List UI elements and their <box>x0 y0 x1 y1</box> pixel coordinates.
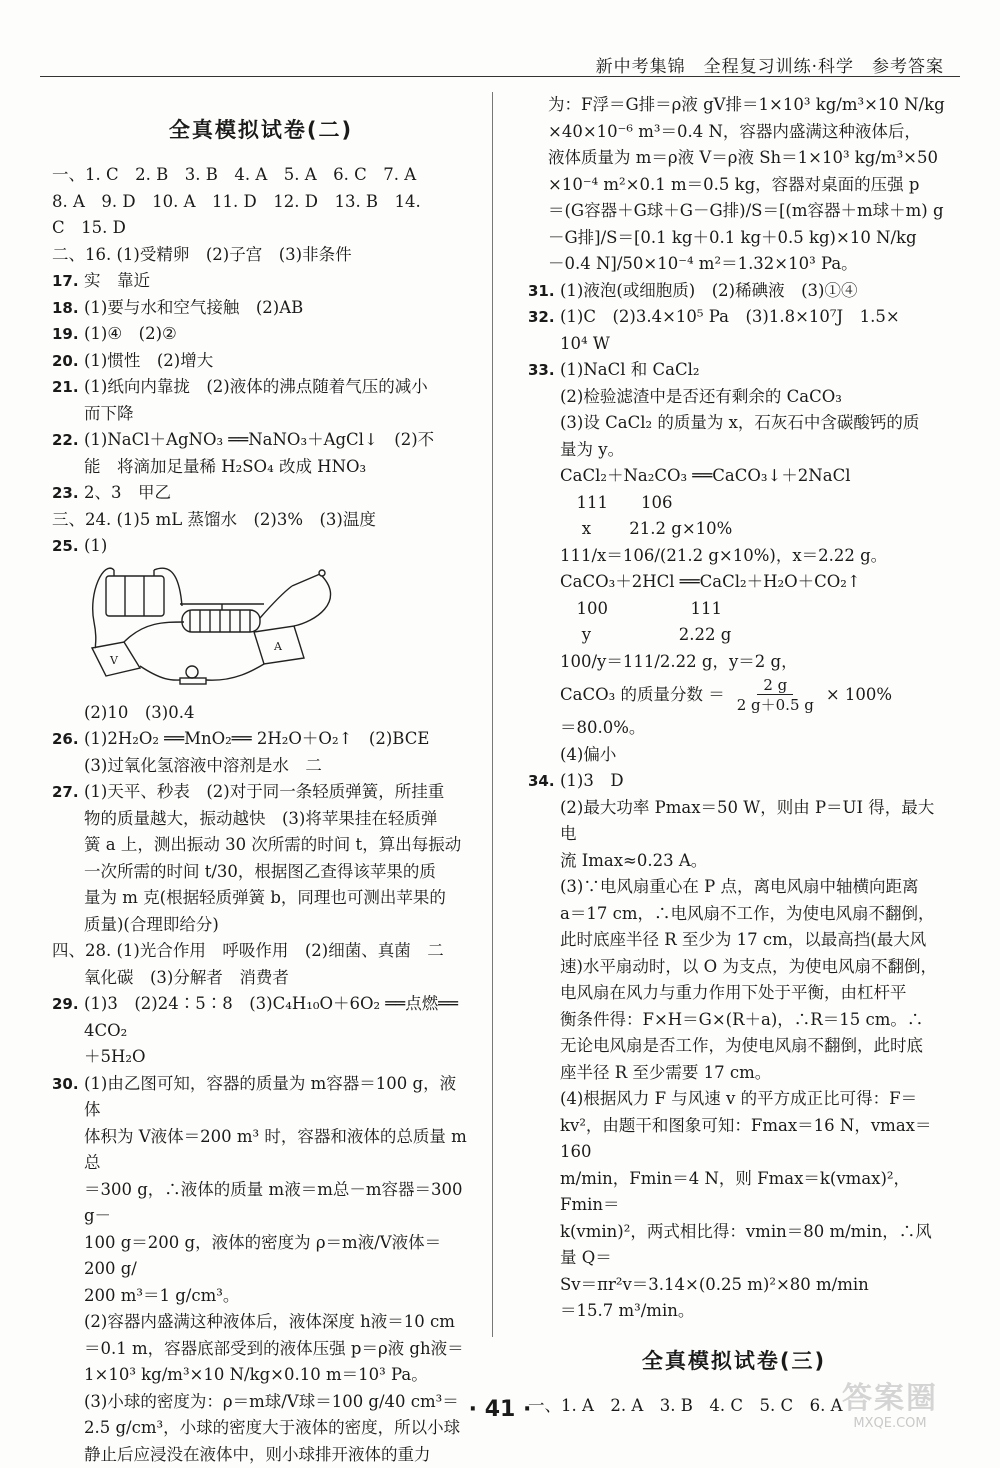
answer-line: C 15. D <box>52 215 470 242</box>
section-title-exam-3: 全真模拟试卷(三) <box>528 1345 940 1375</box>
question-21: 21. (1)纸向内靠拢 (2)液体的沸点随着气压的减小 而下降 <box>52 374 470 427</box>
question-29: 29. (1)3 (2)24∶5∶8 (3)C₄H₁₀O＋6O₂ ══点燃══ 4CO₂ ＋5H₂O <box>52 991 470 1071</box>
right-column <box>528 92 940 1419</box>
answer-line: 一、1. A 2. A 3. B 4. C 5. C 6. A <box>528 1393 940 1420</box>
page-number: · 41 · <box>0 1397 1000 1422</box>
bulb-icon <box>186 666 198 678</box>
svg-text:A: A <box>273 640 283 653</box>
mass-fraction-formula: CaCO₃ 的质量分数 ＝ $\frac{2 g}{2 g+0.5 g}$ × 100% <box>560 675 940 715</box>
running-header: 新中考集锦 全程复习训练·科学 参考答案 <box>40 52 960 77</box>
question-18: 18. (1)要与水和空气接触 (2)AB <box>52 295 470 322</box>
section-title-exam-2: 全真模拟试卷(二) <box>52 114 470 144</box>
switch-icon <box>292 574 320 586</box>
question-30-continued: 为：F浮＝G排＝ρ液 gV排＝1×10³ kg/m³×10 N/kg ×40×10⁻⁶ m³＝0.4 N，容器内盛满这种液体后， 液体质量为 m＝ρ液 V＝ρ液 Sh＝1×10³ kg/m³×50 ×10⁻⁴ m²×0.1 m＝0.5 kg，容器对桌面的压强 p ＝(G容器＋G球＋G－G排)/S＝[(m容器＋m球＋m) g －G排]/S＝[0.1 kg＋0.1 kg＋0.5 kg)×10 N/kg －0.4 N]/50×10⁻⁴ m²＝1.32×10³ Pa。 <box>528 92 940 278</box>
question-30: 30. (1)由乙图可知，容器的质量为 m容器＝100 g，液体 体积为 V液体＝200 m³ 时，容器和液体的总质量 m总 ＝300 g，∴液体的质量 m液＝m总－m容器＝300 g－ 100 g＝200 g，液体的密度为 ρ＝m液/V液体＝200 g/ 200 m³＝1 g/cm³。 (2)容器内盛满这种液体后，液体深度 h液＝10 cm ＝0.1 m，容器底部受到的液体压强 p＝ρ液 gh液＝ 1×10³ kg/m³×10 N/kg×0.10 m＝10³ Pa。 (3)小球的密度为：ρ＝m球/V球＝100 g/40 cm³＝ 2.5 g/cm³，小球的密度大于液体的密度，所以小球 静止后应浸没在液体中，则小球排开液体的重力 <box>52 1071 470 1468</box>
watermark-logo: 答案圈 MXQE.COM <box>800 1382 980 1438</box>
question-31: 31. (1)液泡(或细胞质) (2)稀碘液 (3)①④ <box>528 278 940 305</box>
answer-line: 8. A 9. D 10. A 11. D 12. D 13. B 14. <box>52 189 470 216</box>
question-25-result: (2)10 (3)0.4 <box>52 700 470 727</box>
question-28: 四、28. (1)光合作用 呼吸作用 (2)细菌、真菌 二 <box>52 938 470 965</box>
question-28-cont: 氧化碳 (3)分解者 消费者 <box>52 965 470 992</box>
battery-icon <box>106 576 164 616</box>
column-divider <box>492 92 493 1337</box>
rheostat-icon <box>182 610 260 632</box>
question-20: 20. (1)惯性 (2)增大 <box>52 348 470 375</box>
question-26: 26. (1)2H₂O₂ ══MnO₂══ 2H₂O＋O₂↑ (2)BCE (3)过氧化氢溶液中溶剂是水 二 <box>52 726 470 779</box>
left-column <box>52 92 470 1468</box>
answer-line: 一、1. C 2. B 3. B 4. A 5. A 6. C 7. A <box>52 162 470 189</box>
question-33: 33. (1)NaCl 和 CaCl₂ (2)检验滤渣中是否还有剩余的 CaCO₃ (3)设 CaCl₂ 的质量为 x，石灰石中含碳酸钙的质 量为 y。 CaCl₂＋Na₂CO₃ ══CaCO₃↓＋2NaCl 111 106 x 21.2 g×10% 111/x＝106/(21.2 g×10%)，x＝2.22 g。 CaCO₃＋2HCl ══CaCl₂＋H₂O＋CO₂↑ 100 111 y 2.22 g 100/y＝111/2.22 g，y＝2 g， CaCO₃ 的质量分数 ＝ $\frac{2 g}{2 g+0.5 g}$ × 100% ＝80.0%。 (4)偏小 <box>528 357 940 768</box>
question-32: 32. (1)C (2)3.4×10⁵ Pa (3)1.8×10⁷J 1.5× 10⁴ W <box>528 304 940 357</box>
question-25: 25. (1) <box>52 533 470 560</box>
question-34: 34. (1)3 D (2)最大功率 Pmax＝50 W，则由 P＝UI 得，最大电 流 Imax≈0.23 A。 (3)∵电风扇重心在 P 点，离电风扇中轴横向距离 a＝17 cm，∴电风扇不工作，为使电风扇不翻倒， 此时底座半径 R 至少为 17 cm，以最高挡(最大风 速)水平扇动时，以 O 为支点，为使电风扇不翻倒， 电风扇在风力与重力作用下处于平衡，由杠杆平 衡条件得：F×H＝G×(R＋a)，∴R＝15 cm。∴ 无论电风扇是否工作，为使电风扇不翻倒，此时底 座半径 R 至少需要 17 cm。 (4)根据风力 F 与风速 v 的平方成正比可得：F＝ kv²，由题干和图象可知：Fmax＝16 N，vmax＝160 m/min，Fmin＝4 N，则 Fmax＝k(vmax)²，Fmin＝ k(vmin)²，两式相比得：vmin＝80 m/min，∴风量 Q＝ Sv＝πr²v＝3.14×(0.25 m)²×80 m/min ＝15.7 m³/min。 <box>528 768 940 1325</box>
question-23: 23. 2、3 甲乙 <box>52 480 470 507</box>
svg-text:V: V <box>109 654 119 667</box>
question-22: 22. (1)NaCl＋AgNO₃ ══NaNO₃＋AgCl↓ (2)不 能 将滴加足量稀 H₂SO₄ 改成 HNO₃ <box>52 427 470 480</box>
question-19: 19. (1)④ (2)② <box>52 321 470 348</box>
answer-line: 二、16. (1)受精卵 (2)子宫 (3)非条件 <box>52 242 470 269</box>
question-24: 三、24. (1)5 mL 蒸馏水 (2)3% (3)温度 <box>52 507 470 534</box>
circuit-diagram <box>84 562 384 690</box>
question-17: 17. 实 靠近 <box>52 268 470 295</box>
question-27: 27. (1)天平、秒表 (2)对于同一条轻质弹簧，所挂重 物的质量越大，振动越快 (3)将苹果挂在轻质弹 簧 a 上，测出振动 30 次所需的时间 t，算出每振动 一次所需的时间 t/30，根据图乙查得该苹果的质 量为 m 克(根据轻质弹簧 b，同理也可测出苹果的 质量)(合理即给分) <box>52 779 470 938</box>
